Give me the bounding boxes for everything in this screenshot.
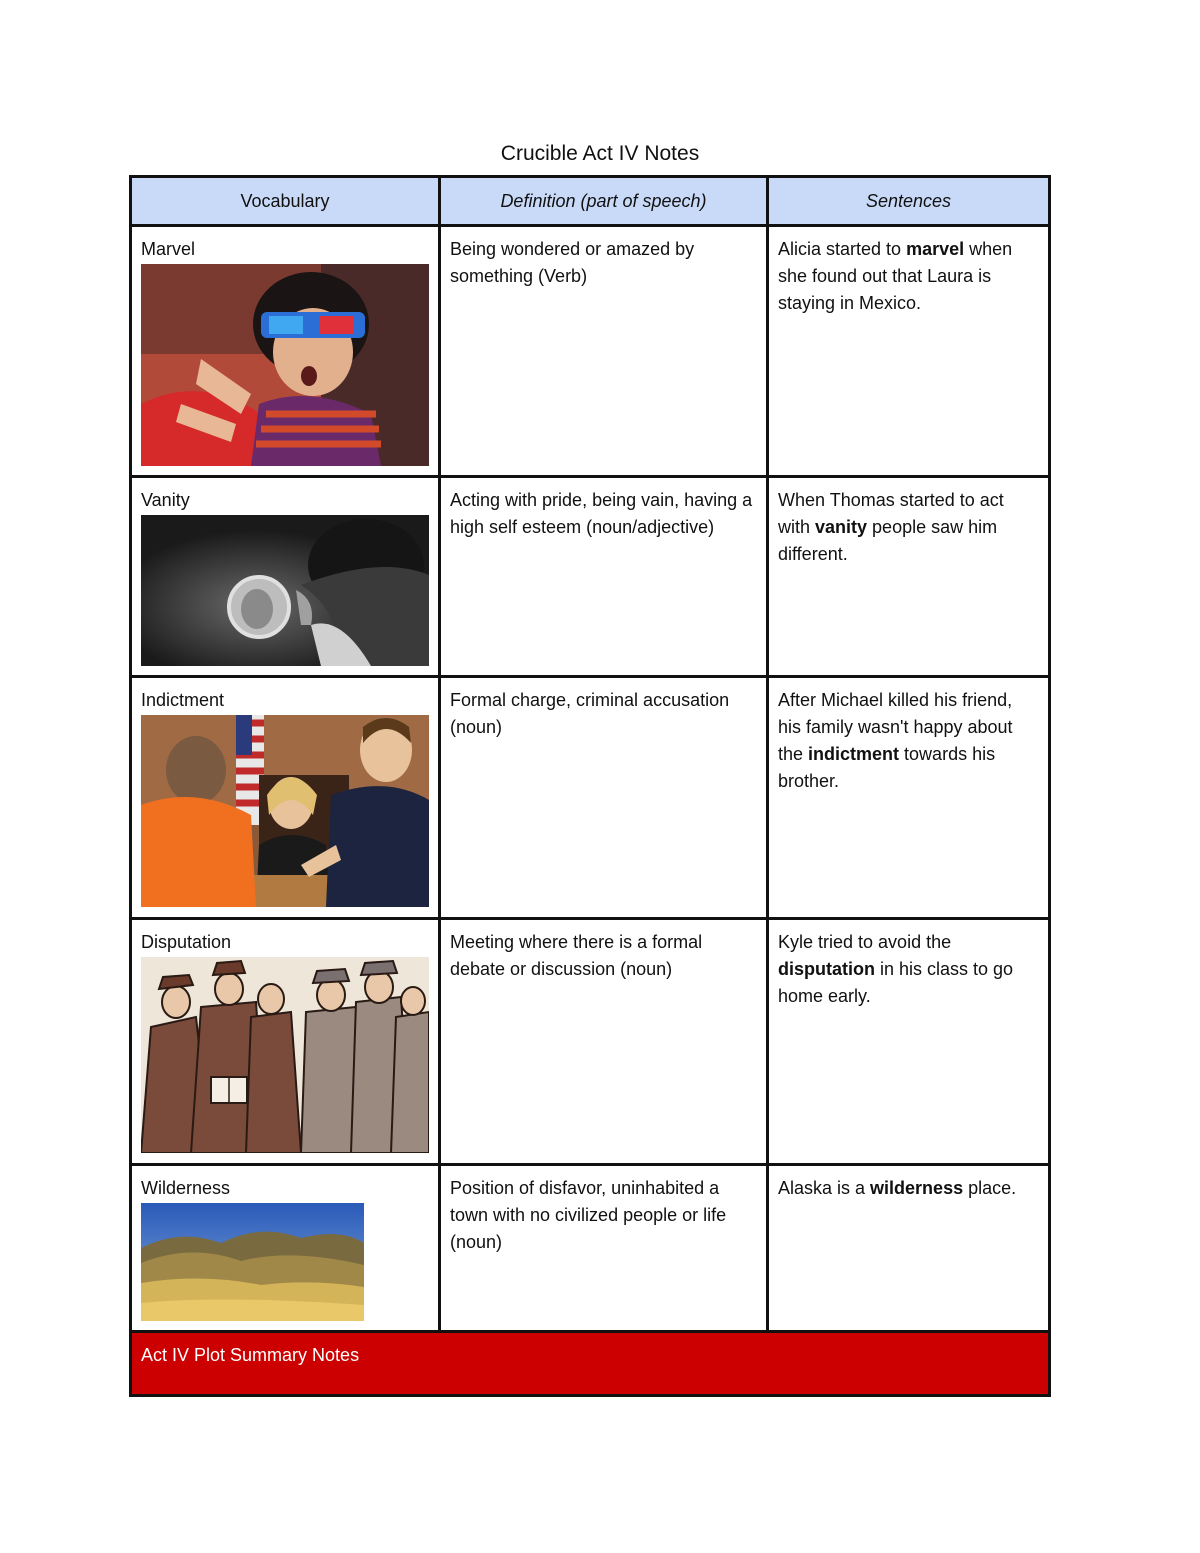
- sentence-cell: Alaska is a wilderness place.: [768, 1165, 1050, 1332]
- keyword: wilderness: [870, 1178, 964, 1198]
- vocab-word: Marvel: [141, 239, 196, 259]
- vocab-word: Vanity: [141, 490, 190, 510]
- sentence-cell: When Thomas started to act with vanity people saw him different.: [768, 477, 1050, 677]
- wilderness-photo: [141, 1203, 364, 1321]
- header-sentences: Sentences: [768, 177, 1050, 226]
- vocab-word: Disputation: [141, 932, 232, 952]
- vocab-cell: [131, 1165, 440, 1332]
- definition-cell: Formal charge, criminal accusation (noun): [440, 677, 768, 919]
- definition-cell: Acting with pride, being vain, having a high self esteem (noun/adjective): [440, 477, 768, 677]
- vocab-cell: [131, 677, 440, 919]
- plot-summary-bar: Act IV Plot Summary Notes: [131, 1332, 1050, 1396]
- keyword: indictment: [808, 744, 900, 764]
- table-row: [131, 919, 1050, 1165]
- keyword: marvel: [906, 239, 965, 259]
- sentence-cell: After Michael killed his friend, his family wasn't happy about the indictment towards his brother.: [768, 677, 1050, 919]
- table-row: [131, 1165, 1050, 1332]
- header-vocabulary: Vocabulary: [131, 177, 440, 226]
- vocab-cell: [131, 226, 440, 477]
- sentence-cell: Alicia started to marvel when she found out that Laura is staying in Mexico.: [768, 226, 1050, 477]
- vocab-word: Wilderness: [141, 1178, 231, 1198]
- vocab-cell: [131, 477, 440, 677]
- vocabulary-table: [129, 175, 1051, 1397]
- page-title: Crucible Act IV Notes: [500, 142, 700, 165]
- vanity-photo: [141, 515, 429, 666]
- table-row: [131, 677, 1050, 919]
- vocab-cell: [131, 919, 440, 1165]
- table-row: [131, 226, 1050, 477]
- table-header-row: [131, 177, 1050, 226]
- definition-cell: Position of disfavor, uninhabited a town with no civilized people or life (noun): [440, 1165, 768, 1332]
- keyword: vanity: [815, 517, 868, 537]
- sentence-cell: Kyle tried to avoid the disputation in his class to go home early.: [768, 919, 1050, 1165]
- keyword: disputation: [778, 959, 875, 979]
- indictment-photo: [141, 715, 429, 907]
- definition-cell: Meeting where there is a formal debate or discussion (noun): [440, 919, 768, 1165]
- table-row: [131, 477, 1050, 677]
- marvel-photo: [141, 264, 429, 466]
- definition-cell: Being wondered or amazed by something (Verb): [440, 226, 768, 477]
- disputation-engraving: [141, 957, 429, 1153]
- summary-row: [131, 1332, 1050, 1396]
- vocab-word: Indictment: [141, 690, 225, 710]
- header-definition: Definition (part of speech): [440, 177, 768, 226]
